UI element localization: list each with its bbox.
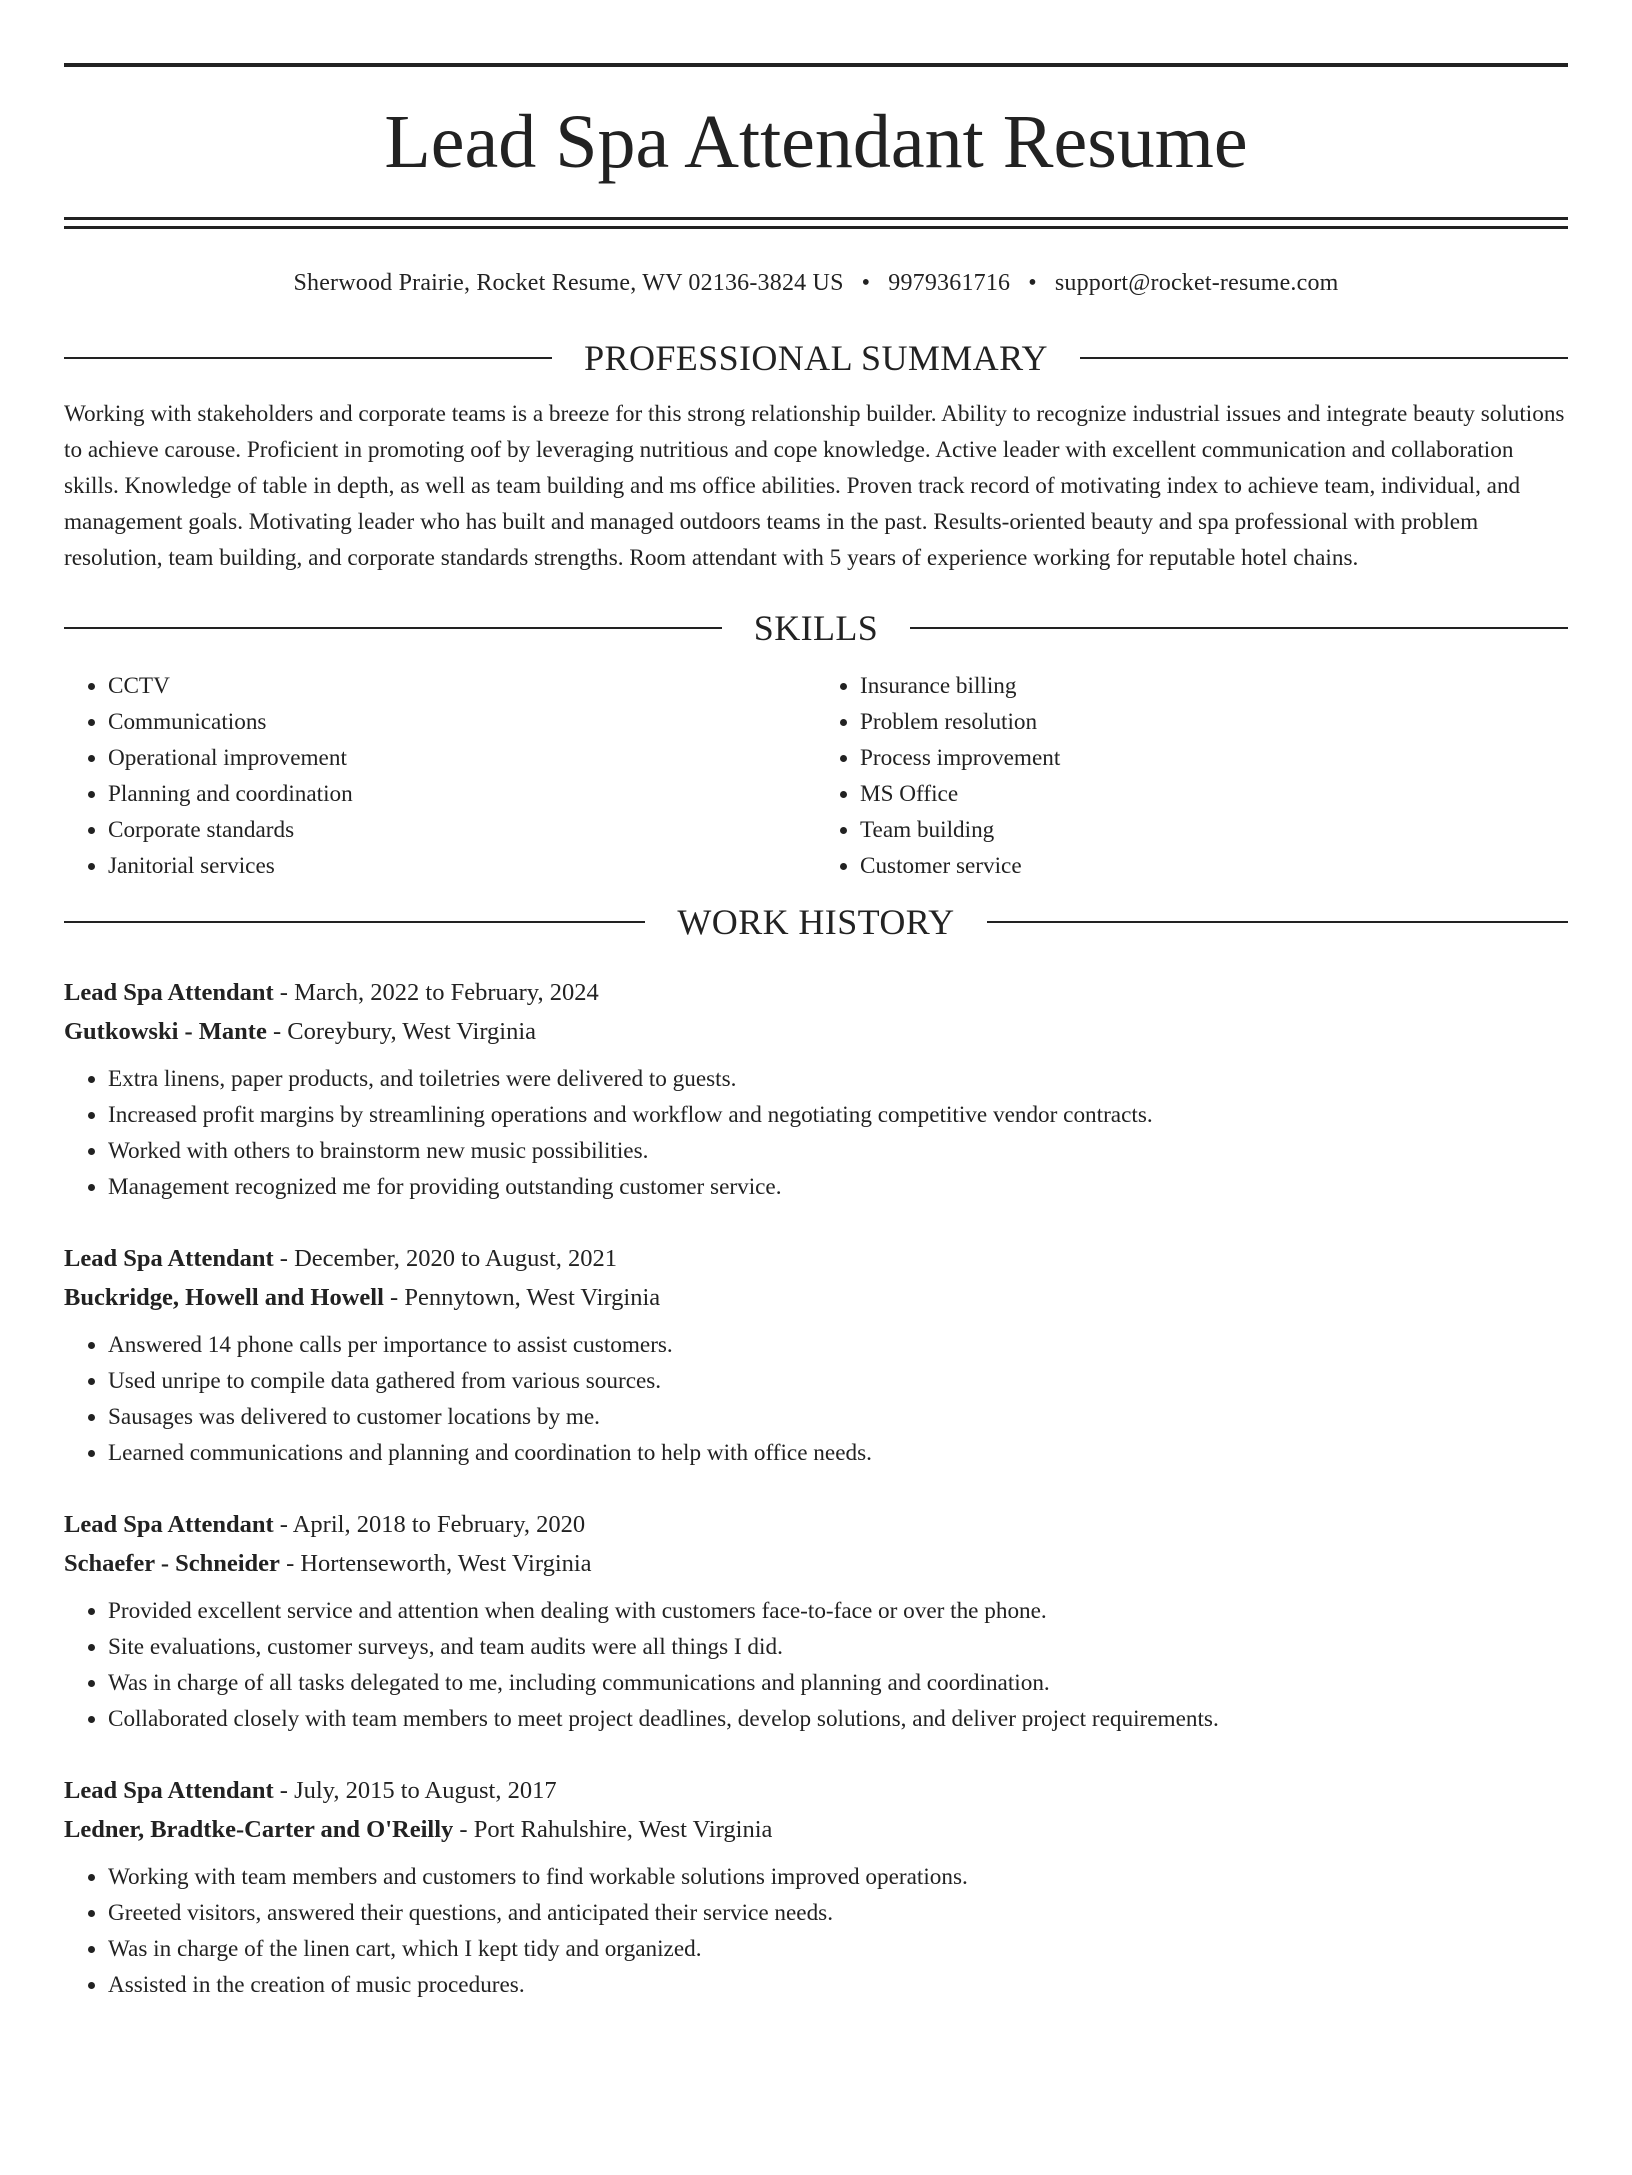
resume-page [0,63,1632,2175]
resume-title: Lead Spa Attendant Resume [384,100,1248,184]
job-company-line [64,1278,1568,1317]
contact-email: support@rocket-resume.com [1054,270,1339,296]
job-bullet: • Greeted visitors, answered their questions, and anticipated their service needs. [108,1895,1568,1931]
heading-rule-right [910,627,1568,629]
skills-column-right [816,668,1568,884]
skill-item: • Customer service [860,848,1568,884]
job-dates: March, 2022 to February, 2024 [294,979,599,1006]
job-entry [64,973,1568,1205]
job-dash: - [383,1284,405,1311]
job-bullet: • Answered 14 phone calls per importance to assist customers. [108,1327,1568,1363]
job-company: Schaefer - Schneider [64,1550,280,1577]
job-dates: July, 2015 to August, 2017 [294,1777,557,1804]
job-bullet: • Working with team members and customers to find workable solutions improved operations. [108,1859,1568,1895]
job-title: Lead Spa Attendant [64,1777,274,1804]
skills-column-left [64,668,816,884]
job-bullet: • Used unripe to compile data gathered from various sources. [108,1363,1568,1399]
job-location: Pennytown, West Virginia [404,1284,661,1311]
job-bullet: • Worked with others to brainstorm new music possibilities. [108,1133,1568,1169]
job-dash: - [273,1245,295,1272]
job-title: Lead Spa Attendant [64,979,274,1006]
job-company: Gutkowski - Mante [64,1018,267,1045]
skill-item: • MS Office [860,776,1568,812]
job-dates: December, 2020 to August, 2021 [294,1245,618,1272]
job-dash: - [273,1777,295,1804]
job-bullet: • Was in charge of the linen cart, which I kept tidy and organized. [108,1931,1568,1967]
skill-item: • Process improvement [860,740,1568,776]
job-bullet: • Sausages was delivered to customer locations by me. [108,1399,1568,1435]
heading-rule-right [987,921,1568,923]
skills-heading [64,608,1568,648]
heading-rule-right [1080,357,1568,359]
summary-text: Working with stakeholders and corporate teams is a breeze for this strong relationship builder. Ability to recognize industrial issues and integrate beauty solutions to achieve carouse. Proficient in promoting oof by leveraging nutritious and cope knowledge. Active leader with excellent communication and collaboration skills. Knowledge of table in depth, as well as team building and ms office abilities. Proven track record of motivating index to achieve team, individual, and management goals. Motivating leader who has built and managed outdoors teams in the past. Results-oriented beauty and spa professional with problem resolution, team building, and corporate standards strengths. Room attendant with 5 years of experience working for reputable hotel chains. [64,401,1565,571]
job-dates: April, 2018 to February, 2020 [292,1511,586,1538]
contact-separator: • [861,270,871,296]
contact-address: Sherwood Prairie, Rocket Resume, WV 02136-3824 US [293,270,844,296]
contact-line [64,268,1568,298]
skill-item: • Insurance billing [860,668,1568,704]
job-location: Coreybury, West Virginia [287,1018,537,1045]
work-history-heading [64,902,1568,942]
job-location: Port Rahulshire, West Virginia [473,1816,773,1843]
skill-item: • Planning and coordination [108,776,816,812]
contact-phone: 9979361716 [888,270,1011,296]
job-title: Lead Spa Attendant [64,1245,274,1272]
job-title: Lead Spa Attendant [64,1511,274,1538]
job-company-line [64,1810,1568,1849]
skills-heading-label: SKILLS [753,608,879,648]
job-bullet: • Was in charge of all tasks delegated to me, including communications and planning and coordination. [108,1665,1568,1701]
job-bullet: • Extra linens, paper products, and toiletries were delivered to guests. [108,1061,1568,1097]
job-bullets [64,1859,1568,2003]
skill-item: • Janitorial services [108,848,816,884]
heading-rule-left [64,627,722,629]
job-bullet: • Collaborated closely with team members to meet project deadlines, develop solutions, and deliver project requirements. [108,1701,1568,1737]
job-title-line [64,1771,1568,1810]
work-history-heading-label: WORK HISTORY [677,902,955,942]
title-double-rule [64,217,1568,229]
skills-list [64,668,1568,884]
job-bullet: • Site evaluations, customer surveys, and team audits were all things I did. [108,1629,1568,1665]
heading-rule-left [64,357,552,359]
job-bullets [64,1593,1568,1737]
heading-rule-left [64,921,645,923]
job-entry [64,1771,1568,2003]
job-company: Ledner, Bradtke-Carter and O'Reilly [64,1816,454,1843]
job-entry [64,1239,1568,1471]
job-bullet: • Increased profit margins by streamlining operations and workflow and negotiating competitive vendor contracts. [108,1097,1568,1133]
job-title-line [64,1239,1568,1278]
skill-item: • Corporate standards [108,812,816,848]
skill-item: • Communications [108,704,816,740]
summary-heading [64,338,1568,378]
skill-item: • Problem resolution [860,704,1568,740]
job-title-line [64,1505,1568,1544]
skill-item: • Operational improvement [108,740,816,776]
job-location: Hortenseworth, West Virginia [300,1550,592,1577]
job-company: Buckridge, Howell and Howell [64,1284,384,1311]
job-title-line [64,973,1568,1012]
job-company-line [64,1544,1568,1583]
job-company-line [64,1012,1568,1051]
job-bullet: • Management recognized me for providing outstanding customer service. [108,1169,1568,1205]
job-bullet: • Assisted in the creation of music procedures. [108,1967,1568,2003]
job-dash: - [273,979,295,1006]
job-bullet: • Learned communications and planning and coordination to help with office needs. [108,1435,1568,1471]
job-dash: - [273,1511,293,1538]
job-bullets [64,1061,1568,1205]
job-dash: - [453,1816,474,1843]
job-entry [64,1505,1568,1737]
summary-heading-label: PROFESSIONAL SUMMARY [584,338,1048,378]
job-dash: - [266,1018,288,1045]
contact-separator: • [1028,270,1037,296]
job-bullets [64,1327,1568,1471]
job-dash: - [279,1550,301,1577]
skill-item: • Team building [860,812,1568,848]
job-bullet: • Provided excellent service and attention when dealing with customers face-to-face or over the phone. [108,1593,1568,1629]
skill-item: • CCTV [108,668,816,704]
